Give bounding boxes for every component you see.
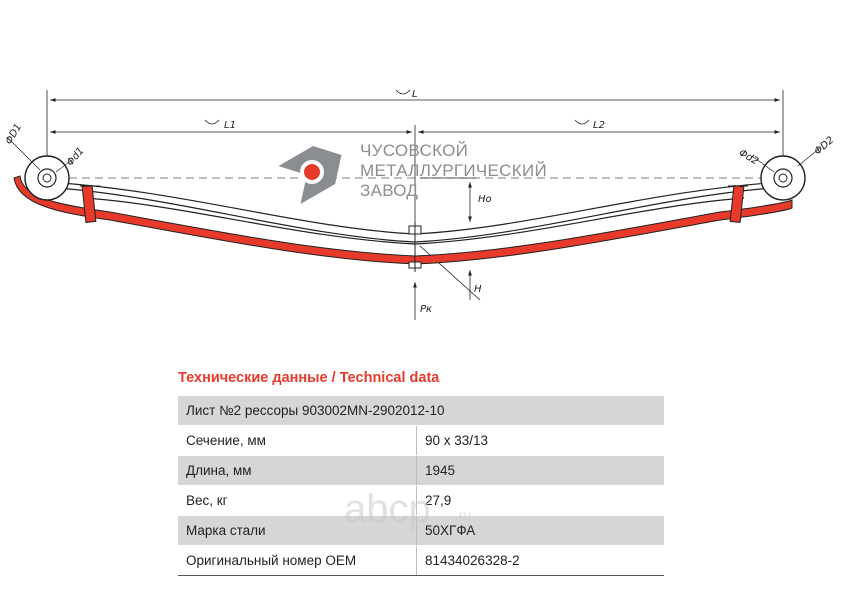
spec-title: Технические данные / Technical data [178,370,440,386]
spec-label: Оригинальный номер OEM [178,546,417,576]
spec-value: 50ХГФА [417,516,665,546]
spec-header: Лист №2 рессоры 903002MN-2902012-10 [178,396,664,426]
spec-table [178,395,664,576]
spec-row [178,426,664,456]
spec-row [178,456,664,486]
spec-label: Марка стали [178,516,417,546]
spec-label: Длина, мм [178,456,417,486]
dim-D2-label: ΦD2 [812,134,837,158]
watermark-suffix: .ru [455,507,472,523]
spec-header-row [178,396,664,426]
spec-row [178,486,664,516]
spec-label: Вес, кг [178,486,417,516]
spec-value: 1945 [417,456,665,486]
height-dimensions [415,178,480,320]
dim-d1-label: Φd1 [64,145,87,169]
dim-L-label: L [412,89,418,100]
right-eye [752,148,820,200]
dim-Pk-label: Pк [420,304,433,315]
dim-H-label: H [474,284,482,295]
center-bolt [409,222,421,272]
dim-Ho-label: Ho [478,194,492,205]
dim-L1-label: L1 [224,120,236,131]
logo-line2: МЕТАЛЛУРГИЧЕСКИЙ [360,161,547,180]
spec-row [178,546,664,576]
spec-row [178,516,664,546]
dim-D1-label: ΦD1 [3,121,25,147]
dim-d2-label: Φd2 [736,147,761,168]
spec-value: 90 x 33/13 [417,426,665,456]
spec-value: 27,9 [417,486,665,516]
cmz-logo-icon [278,136,352,204]
spec-value: 81434026328-2 [417,546,665,576]
spec-label: Сечение, мм [178,426,417,456]
watermark-main: abcp [344,487,431,531]
logo-line3: ЗАВОД [360,181,419,200]
dim-L2-label: L2 [593,120,605,131]
logo-line1: ЧУСОВСКОЙ [360,141,469,160]
